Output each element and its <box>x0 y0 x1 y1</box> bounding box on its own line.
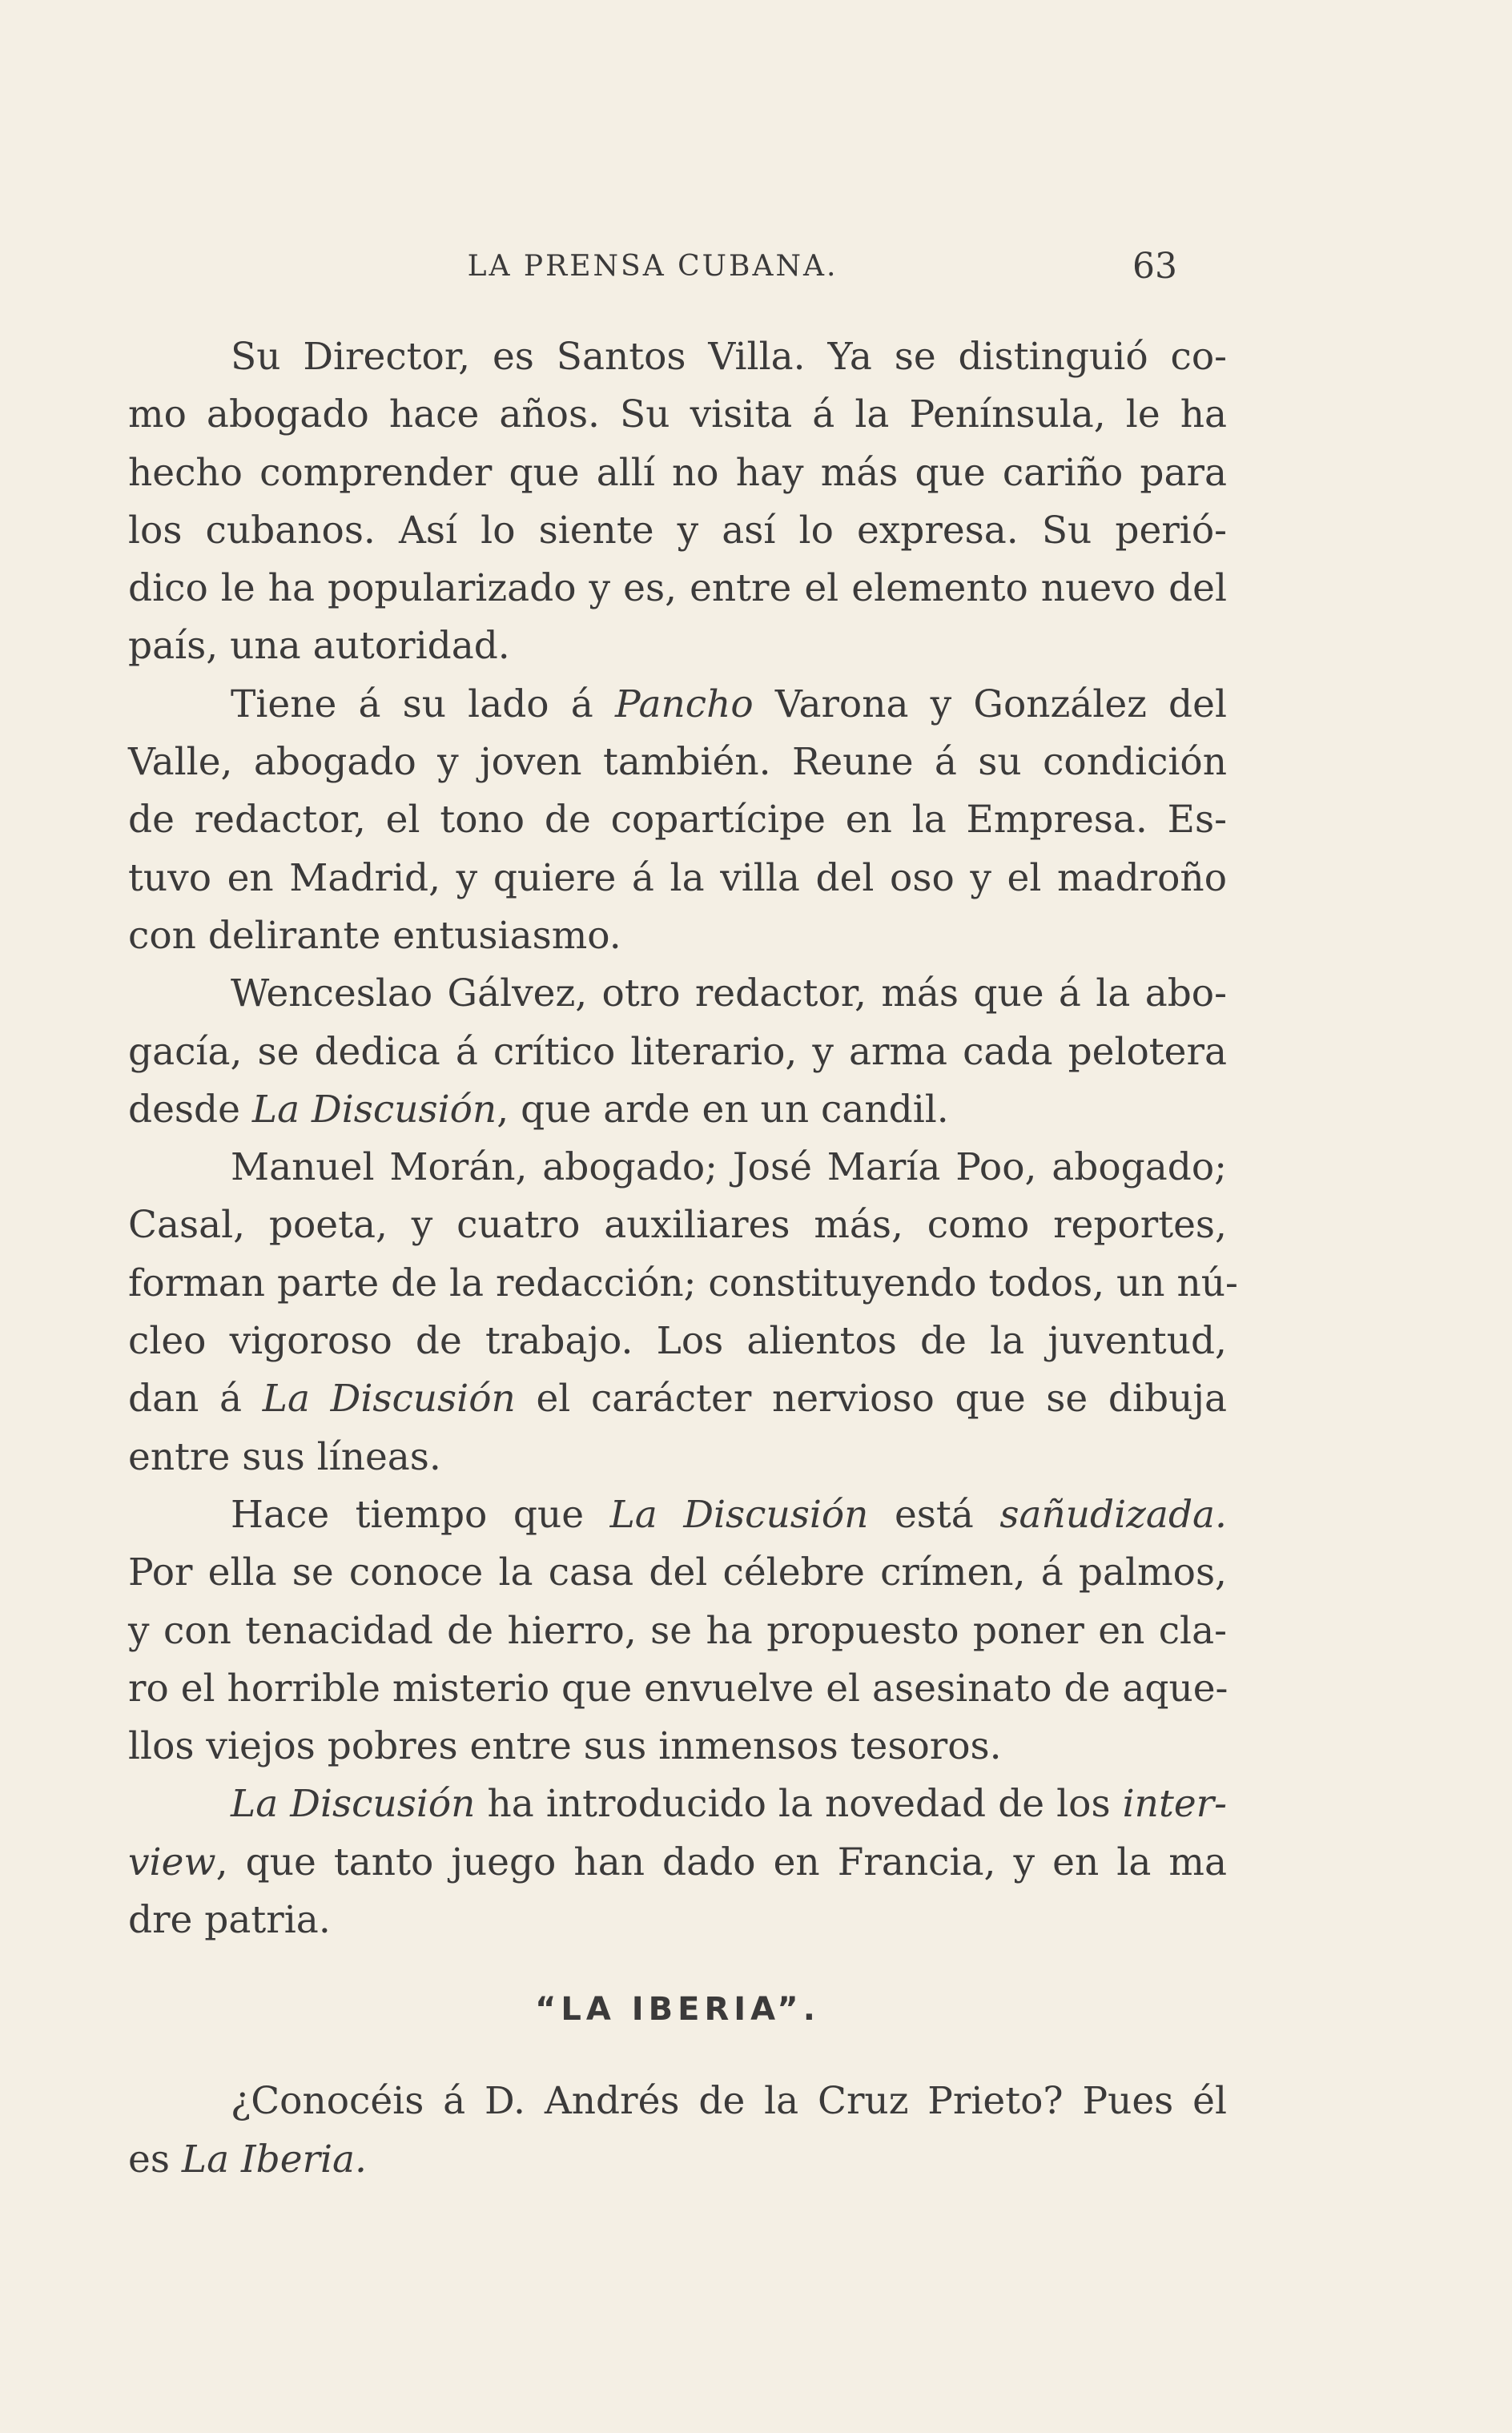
text-line: Wenceslao Gálvez, otro redactor, más que á la abo- <box>231 971 1227 1016</box>
text-line: de redactor, el tono de copartícipe en la Empresa. Es- <box>128 798 1227 843</box>
text-run: , que arde en un candil. <box>497 1087 949 1132</box>
text-line: cleo vigoroso de trabajo. Los alientos de la juventud, <box>128 1319 1227 1364</box>
text-line: forman parte de la redacción; constituyendo todos, un nú- <box>128 1261 1238 1305</box>
text-line <box>128 676 1227 734</box>
italic-title: La Discusión <box>262 1377 516 1422</box>
text-run: está <box>868 1492 1000 1537</box>
italic-title: La Discusión <box>251 1087 497 1132</box>
text-line: los cubanos. Así lo siente y así lo expresa. Su perió- <box>128 508 1227 553</box>
text-line <box>128 1370 1227 1428</box>
italic-word: inter- <box>1122 1782 1227 1827</box>
italic-name: Pancho <box>614 682 754 726</box>
text-run: Varona y González del <box>753 682 1227 726</box>
italic-word: sañudizada. <box>999 1492 1227 1537</box>
italic-word: view <box>128 1840 216 1884</box>
text-run: Hace tiempo que <box>231 1492 610 1537</box>
text-run: es <box>128 2137 182 2182</box>
italic-title: La Discusión <box>609 1492 869 1537</box>
text-line: país, una autoridad. <box>128 624 510 669</box>
italic-title: La Discusión <box>231 1782 476 1827</box>
text-line: mo abogado hace años. Su visita á la Península, le ha <box>128 392 1227 437</box>
text-run: desde <box>128 1087 252 1132</box>
text-line <box>128 1775 1227 1833</box>
text-line: llos viejos pobres entre sus inmensos tesoros. <box>128 1724 1002 1769</box>
running-head-title: LA PRENSA CUBANA. <box>467 250 838 283</box>
text-line: Valle, abogado y joven también. Reune á su condición <box>128 740 1227 785</box>
text-line: entre sus líneas. <box>128 1434 441 1479</box>
text-line: gacía, se dedica á crítico literario, y arma cada pelotera <box>128 1029 1227 1074</box>
page-number: 63 <box>1132 246 1177 287</box>
text-line <box>128 2131 1227 2189</box>
text-line: tuvo en Madrid, y quiere á la villa del oso y el madroño <box>128 855 1227 900</box>
text-run: dan á <box>128 1377 263 1422</box>
text-line: y con tenacidad de hierro, se ha propuesto poner en cla- <box>128 1608 1227 1653</box>
italic-title: La Iberia. <box>181 2137 367 2182</box>
text-line <box>128 1081 1227 1139</box>
running-head <box>128 244 1177 289</box>
text-run: ha introducido la novedad de los <box>475 1782 1123 1827</box>
section-heading: “LA IBERIA”. <box>535 1991 820 2029</box>
text-line: Por ella se conoce la casa del célebre crímen, á palmos, <box>128 1550 1227 1595</box>
text-line: con delirante entusiasmo. <box>128 913 621 958</box>
text-line: Casal, poeta, y cuatro auxiliares más, como reportes, <box>128 1203 1227 1248</box>
text-line: dre patria. <box>128 1898 331 1943</box>
body-text <box>128 328 1238 2189</box>
text-line: Su Director, es Santos Villa. Ya se distinguió co- <box>231 335 1227 379</box>
text-run: Tiene á su lado á <box>231 682 615 726</box>
text-line: ¿Conocéis á D. Andrés de la Cruz Prieto? Pues él <box>231 2079 1227 2124</box>
text-line <box>128 1834 1227 1892</box>
text-line: dico le ha popularizado y es, entre el elemento nuevo del <box>128 566 1227 611</box>
text-line: Manuel Morán, abogado; José María Poo, abogado; <box>231 1145 1227 1190</box>
text-line: ro el horrible misterio que envuelve el asesinato de aque- <box>128 1666 1228 1711</box>
text-run: el carácter nervioso que se dibuja <box>515 1377 1227 1422</box>
text-line: hecho comprender que allí no hay más que cariño para <box>128 450 1227 495</box>
text-run: , que tanto juego han dado en Francia, y en la ma <box>215 1840 1227 1884</box>
text-line <box>128 1486 1227 1544</box>
